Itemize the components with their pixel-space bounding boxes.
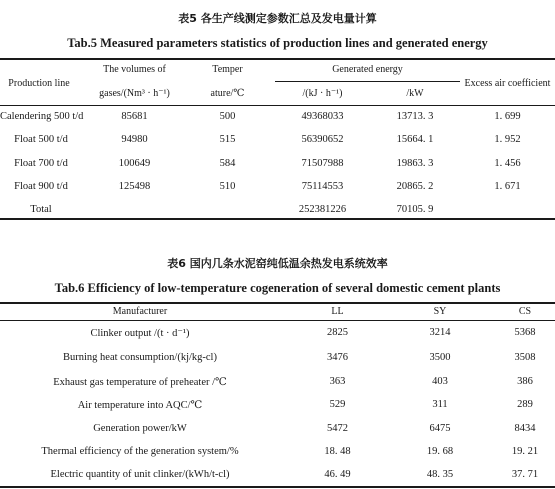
table6-cell-cs: 37. 71 [511,469,539,480]
table5-cell-gas: 94980 [121,134,148,145]
table5-group-rule [275,81,460,82]
table5-cell-temp: 515 [219,134,236,145]
table6-cell-ll: 5472 [327,423,348,434]
table5-cell-gas: 85681 [121,111,148,122]
table5-cell-excess: 1. 952 [494,134,521,145]
table6-cell-sy: 6475 [429,423,451,434]
table5-cell-kw: 70105. 9 [396,204,434,215]
table5-cell-excess: 1. 671 [494,181,521,192]
table6-header-sy: SY [433,306,447,317]
table6-cell-ll: 46. 49 [324,469,351,480]
table5-caption-en: Tab.5 Measured parameters statistics of production lines and generated energy [67,36,488,50]
table5-caption-zh: 表5 各生产线测定参数汇总及发电量计算 [178,12,377,25]
table6-caption-zh: 表6 国内几条水泥窑纯低温余热发电系统效率 [167,257,388,270]
table6-bottom-rule [0,486,555,488]
table6-cell-ll: 363 [329,376,346,387]
table6-cell-label: Generation power/kW [93,423,187,434]
table5-cell-line: Total [30,204,52,215]
table6-cell-sy: 19. 68 [426,446,454,457]
table6-cell-label: Clinker output /(t · d⁻¹) [90,328,190,339]
table6-cell-label: Air temperature into AQC/℃ [77,400,203,411]
table5-cell-line: Calendering 500 t/d [0,111,84,122]
table5-bottom-rule [0,218,555,220]
table5-cell-gas: 100649 [118,158,151,169]
table6-cell-ll: 18. 48 [324,446,351,457]
table6-top-rule [0,302,555,304]
table5-cell-line: Float 500 t/d [14,134,68,145]
table5-header-rule [0,105,555,106]
table5-cell-kw: 19863. 3 [396,158,434,169]
table6-cell-ll: 3476 [327,352,348,363]
table5-cell-line: Float 700 t/d [14,158,68,169]
table6-cell-label: Thermal efficiency of the generation system/% [41,446,239,457]
table6-cell-cs: 8434 [514,423,536,434]
table6-cell-sy: 48. 35 [426,469,454,480]
table5-cell-kw: 20865. 2 [396,181,434,192]
table5-cell-kj: 75114553 [301,181,344,192]
table5-cell-kw: 15664. 1 [396,134,434,145]
table6-header-cs: CS [518,306,532,317]
table5-cell-temp: 510 [219,181,236,192]
table5-header-line: Production line [8,78,70,89]
table6-cell-cs: 19. 21 [511,446,539,457]
table5-header-generated: Generated energy [332,64,403,75]
table5-header-gas-unit: gases/(Nm³ · h⁻¹) [99,88,170,99]
table6-cell-label: Exhaust gas temperature of preheater /℃ [53,377,227,388]
table5-cell-kw: 13713. 3 [396,111,434,122]
table5-cell-temp: 584 [219,158,236,169]
table6-header-ll: LL [331,306,344,317]
table5-cell-temp: 500 [219,111,236,122]
table6-header-manufacturer: Manufacturer [112,306,168,317]
table5-cell-kj: 252381226 [298,204,347,215]
table6-cell-cs: 3508 [514,352,536,363]
table5-cell-kj: 56390652 [301,134,344,145]
table6-cell-cs: 289 [517,399,533,410]
table6-cell-ll: 529 [329,399,346,410]
table5-header-excess: Excess air coefficient [464,78,551,89]
table5-cell-kj: 49368033 [301,111,344,122]
table6-cell-ll: 2825 [327,327,348,338]
table5-header-gas: The volumes of [103,64,166,75]
table5-header-kw: /kW [406,88,424,99]
table5-cell-gas: 125498 [118,181,151,192]
table5-top-rule [0,58,555,60]
table6-caption-en: Tab.6 Efficiency of low-temperature cogeneration of several domestic cement plants [54,281,501,295]
table5-header-temp: Temper [212,64,243,75]
table5-cell-kj: 71507988 [301,158,344,169]
table6-cell-sy: 3500 [429,352,451,363]
table6-cell-sy: 311 [432,399,448,410]
table5-cell-excess: 1. 456 [494,158,521,169]
table6-cell-label: Electric quantity of unit clinker/(kWh/t-cl) [50,469,230,480]
table5-cell-excess: 1. 699 [494,111,521,122]
table6-cell-sy: 403 [432,376,448,387]
table6-cell-label: Burning heat consumption/(kj/kg-cl) [63,352,217,363]
table6-cell-cs: 5368 [514,327,536,338]
table5-header-kj: /(kJ · h⁻¹) [302,88,343,99]
table6-cell-cs: 386 [517,376,533,387]
table6-cell-sy: 3214 [429,327,451,338]
table6-header-rule [0,320,555,321]
table5-header-temp-unit: ature/℃ [210,88,245,99]
table5-cell-line: Float 900 t/d [14,181,68,192]
